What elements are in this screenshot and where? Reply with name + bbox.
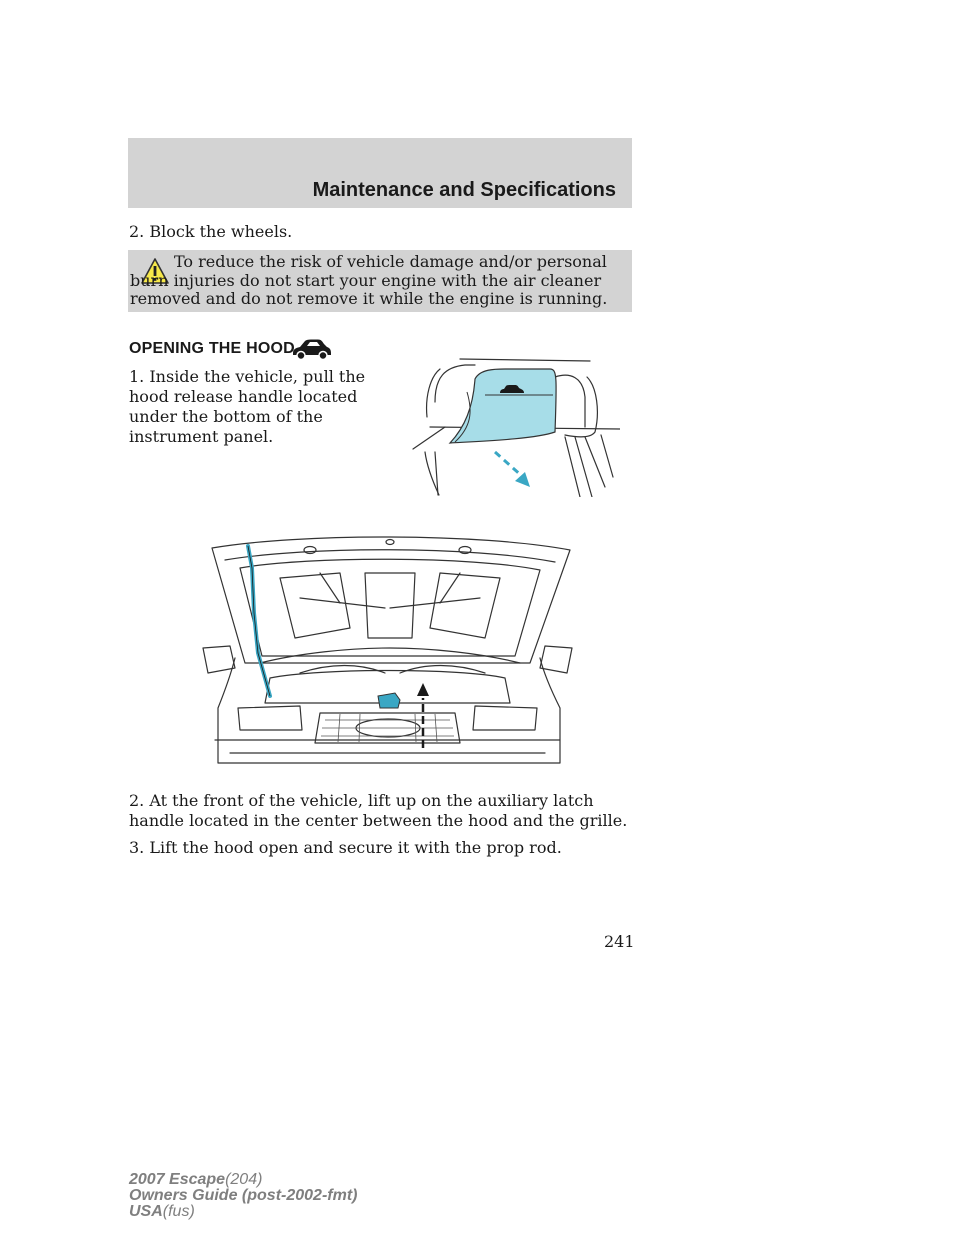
section-heading: OPENING THE HOOD bbox=[129, 340, 295, 357]
footer-line-market: USA(fus) bbox=[129, 1203, 195, 1220]
footer-line-guide: Owners Guide (post-2002-fmt) bbox=[129, 1187, 358, 1204]
footer-line-model: 2007 Escape(204) bbox=[129, 1171, 263, 1188]
step-block-wheels: 2. Block the wheels. bbox=[129, 222, 293, 241]
header-band bbox=[128, 138, 632, 208]
page-number: 241 bbox=[604, 932, 635, 951]
document-footer bbox=[129, 1172, 357, 1220]
warning-box bbox=[128, 250, 632, 312]
open-hood-vehicle-illustration bbox=[200, 528, 575, 773]
step-secure-prop-rod: 3. Lift the hood open and secure it with the prop rod. bbox=[129, 838, 562, 857]
hood-release-handle-illustration bbox=[405, 357, 620, 497]
warning-text: To reduce the risk of vehicle damage and/or personal burn injuries do not start your engine with the air cleaner removed and do not remove it while the engine is running. bbox=[130, 252, 608, 308]
step-pull-hood-release: 1. Inside the vehicle, pull the hood release handle located under the bottom of the instrument panel. bbox=[129, 367, 366, 446]
step-lift-auxiliary-latch: 2. At the front of the vehicle, lift up on the auxiliary latch handle located in the center between the hood and the grille. bbox=[129, 791, 628, 830]
section-title: Maintenance and Specifications bbox=[312, 179, 616, 201]
car-icon bbox=[290, 334, 332, 362]
